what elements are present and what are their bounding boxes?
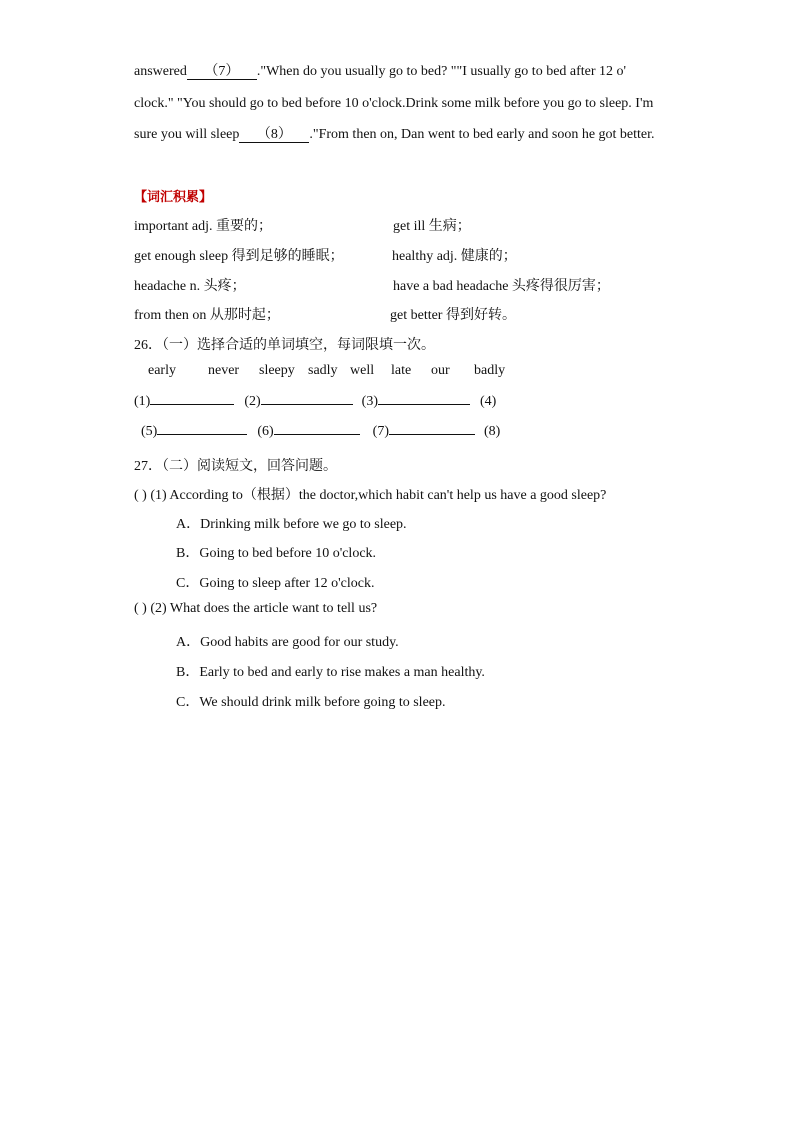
q27-question-2 <box>134 601 377 617</box>
passage-text: answered <box>134 64 187 79</box>
option-c: C．We should drink milk before going to sleep. <box>176 695 446 710</box>
answer-paren[interactable]: ( ) <box>134 601 147 616</box>
vocab-item: from then on 从那时起； <box>134 308 280 323</box>
q26-blanks-row-1 <box>134 394 496 410</box>
blank-label: (6) <box>257 424 274 439</box>
answer-blank[interactable] <box>378 404 470 405</box>
passage-text: ."When do you usually go to bed? ""I usually go to bed after 12 o' <box>256 64 627 79</box>
q26-blanks-row-2 <box>141 424 500 440</box>
vocab-item: get better 得到好转。 <box>390 308 516 323</box>
vocab-item: important adj. 重要的； <box>134 219 273 234</box>
option-c: C．Going to sleep after 12 o'clock. <box>176 576 375 591</box>
answer-blank[interactable] <box>389 434 475 435</box>
vocab-heading: 【词汇积累】 <box>134 190 213 205</box>
blank-label: (7) <box>372 424 389 439</box>
answer-blank[interactable] <box>150 404 234 405</box>
word-bank-item: well <box>350 363 375 378</box>
vocab-item: headache n. 头疼； <box>134 279 246 294</box>
word-bank-item: late <box>391 363 412 378</box>
option-a: A．Drinking milk before we go to sleep. <box>176 517 407 532</box>
answer-blank[interactable] <box>274 434 360 435</box>
passage-blank-7[interactable]: （7） <box>187 65 257 80</box>
blank-label: (5) <box>141 424 158 439</box>
q26-word-bank <box>148 363 505 379</box>
option-b: B．Early to bed and early to rise makes a man healthy. <box>176 665 485 680</box>
vocab-item: get enough sleep 得到足够的睡眠； <box>134 249 344 264</box>
question-text: (2) What does the article want to tell us? <box>150 601 378 616</box>
question-text: (1) According to（根据）the doctor,which habit can't help us have a good sleep? <box>150 488 607 503</box>
passage-blank-8[interactable]: （8） <box>239 128 309 143</box>
passage-line-2: clock." "You should go to bed before 10 o'clock.Drink some milk before you go to sleep. I'm <box>134 96 654 111</box>
blank-label: (3) <box>361 394 378 409</box>
q27-title: 27．（二）阅读短文，回答问题。 <box>134 459 337 474</box>
blank-label: (8) <box>483 424 501 439</box>
passage-text: sure you will sleep <box>134 127 240 142</box>
blank-label: (4) <box>479 394 497 409</box>
q27-question-1 <box>134 484 606 504</box>
word-bank-item: sadly <box>308 363 338 378</box>
option-b: B．Going to bed before 10 o'clock. <box>176 546 377 561</box>
option-a: A．Good habits are good for our study. <box>176 635 399 650</box>
vocab-item: healthy adj. 健康的； <box>392 249 517 264</box>
vocab-item: get ill 生病； <box>393 219 471 234</box>
word-bank-item: never <box>208 363 240 378</box>
word-bank-item: our <box>431 363 450 378</box>
blank-label: (2) <box>244 394 261 409</box>
answer-blank[interactable] <box>157 434 247 435</box>
passage-line-1 <box>134 64 626 80</box>
passage-text: ."From then on, Dan went to bed early and soon he got better. <box>309 127 655 142</box>
answer-paren[interactable]: ( ) <box>134 488 147 503</box>
word-bank-item: badly <box>474 363 506 378</box>
q26-title: 26．（一）选择合适的单词填空，每词限填一次。 <box>134 338 435 353</box>
word-bank-item: early <box>148 363 176 378</box>
vocab-item: have a bad headache 头疼得很厉害； <box>393 279 610 294</box>
word-bank-item: sleepy <box>259 363 295 378</box>
answer-blank[interactable] <box>261 404 353 405</box>
passage-line-3 <box>134 127 655 143</box>
blank-label: (1) <box>134 394 151 409</box>
